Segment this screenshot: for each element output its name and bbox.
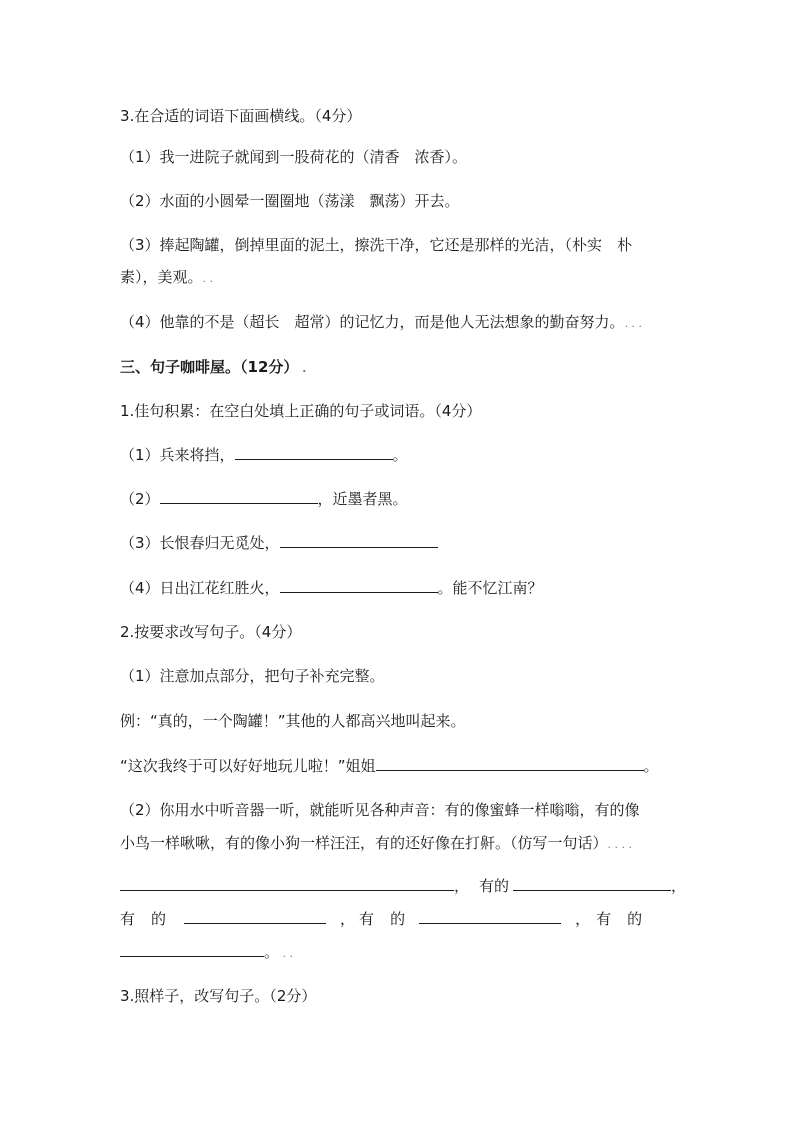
part-1-item-4: [120, 578, 543, 598]
scan-dots: . . .: [624, 317, 643, 330]
part-3-title: 3.照样子，改写句子。（2分）: [120, 987, 317, 1005]
part-1-item-1-prefix: （1）兵来将挡，: [120, 446, 235, 464]
part-1-item-2-prefix: （2）: [120, 490, 160, 508]
question-3-item-3-line-2: [120, 267, 213, 289]
answer-blank[interactable]: [120, 942, 264, 957]
part-1-item-3-prefix: （3）长恨春归无觅处，: [120, 534, 280, 552]
you-label: 有: [359, 910, 375, 928]
you-de-label: 有的: [479, 877, 510, 895]
de-label: 的: [151, 910, 167, 928]
part-2-fill-prefix: “这次我终于可以好好地玩儿啦！”姐姐: [120, 757, 376, 775]
part-2-item-2-line-1: （2）你用水中听音器一听，就能听见各种声音：有的像蜜蜂一样嗡嗡，有的像: [120, 801, 640, 819]
question-3-item-1: （1）我一进院子就闻到一股荷花的（清香 浓香）。: [120, 148, 468, 166]
part-1-title: 1.佳句积累：在空白处填上正确的句子或词语。（4分）: [120, 402, 482, 420]
part-1-item-2-suffix: ，近墨者黑。: [317, 490, 408, 508]
answer-blank[interactable]: [280, 533, 438, 548]
part-2-item-1: （1）注意加点部分，把句子补充完整。: [120, 667, 385, 685]
de-label: 的: [627, 910, 643, 928]
scan-dots: .: [298, 362, 307, 375]
comma: ，: [340, 910, 356, 928]
you-label: 有: [596, 910, 612, 928]
part-2-example: 例：“真的，一个陶罐！”其他的人都高兴地叫起来。: [120, 712, 466, 730]
answer-blank[interactable]: [235, 445, 393, 460]
imitation-line-3: [120, 942, 293, 964]
answer-blank[interactable]: [120, 876, 454, 891]
scan-dots: . . . .: [607, 838, 632, 851]
answer-blank[interactable]: [419, 909, 561, 924]
part-1-item-3: [120, 533, 438, 553]
scan-dots: . .: [202, 272, 214, 285]
comma: ，: [454, 877, 470, 895]
part-1-item-1: [120, 445, 408, 465]
question-3-item-2: （2）水面的小圆晕一圈圈地（荡漾 飘荡）开去。: [120, 192, 460, 210]
imitation-line-1: [120, 876, 686, 896]
answer-blank[interactable]: [160, 489, 318, 504]
comma: ，: [671, 877, 687, 895]
comma: ，: [575, 910, 591, 928]
part-2-fill-suffix: 。: [643, 757, 659, 775]
imitation-line-2: [120, 909, 642, 929]
part-1-item-2: [120, 489, 408, 509]
answer-blank[interactable]: [376, 756, 644, 771]
question-3-title: 3.在合适的词语下面画横线。（4分）: [120, 107, 362, 125]
part-2-item-2-line-2: [120, 833, 632, 855]
part-1-item-4-prefix: （4）日出江花红胜火，: [120, 579, 280, 597]
part-2-item-2-text: 小鸟一样啾啾，有的像小狗一样汪汪，有的还好像在打鼾。（仿写一句话）: [120, 834, 608, 852]
question-3-item-4: [120, 312, 642, 334]
part-2-title: 2.按要求改写句子。（4分）: [120, 623, 302, 641]
part-2-fill: [120, 756, 659, 776]
answer-blank[interactable]: [184, 909, 326, 924]
de-label: 的: [390, 910, 406, 928]
question-3-item-3-text: 素），美观。: [120, 268, 203, 286]
question-3-item-3-line-1: （3）捧起陶罐，倒掉里面的泥土，擦洗干净，它还是那样的光洁，（朴实 朴: [120, 236, 633, 254]
you-label: 有: [120, 910, 136, 928]
part-1-item-1-suffix: 。: [392, 446, 408, 464]
part-1-item-4-suffix: 。能不忆江南？: [437, 579, 543, 597]
scan-dots: . .: [279, 947, 294, 960]
period: 。: [264, 943, 280, 961]
answer-blank[interactable]: [513, 876, 671, 891]
section-title-text: 三、句子咖啡屋。（12分）: [120, 358, 299, 376]
section-title: [120, 357, 306, 379]
answer-blank[interactable]: [280, 578, 438, 593]
question-3-item-4-text: （4）他靠的不是（超长 超常）的记忆力，而是他人无法想象的勤奋努力。: [120, 313, 625, 331]
